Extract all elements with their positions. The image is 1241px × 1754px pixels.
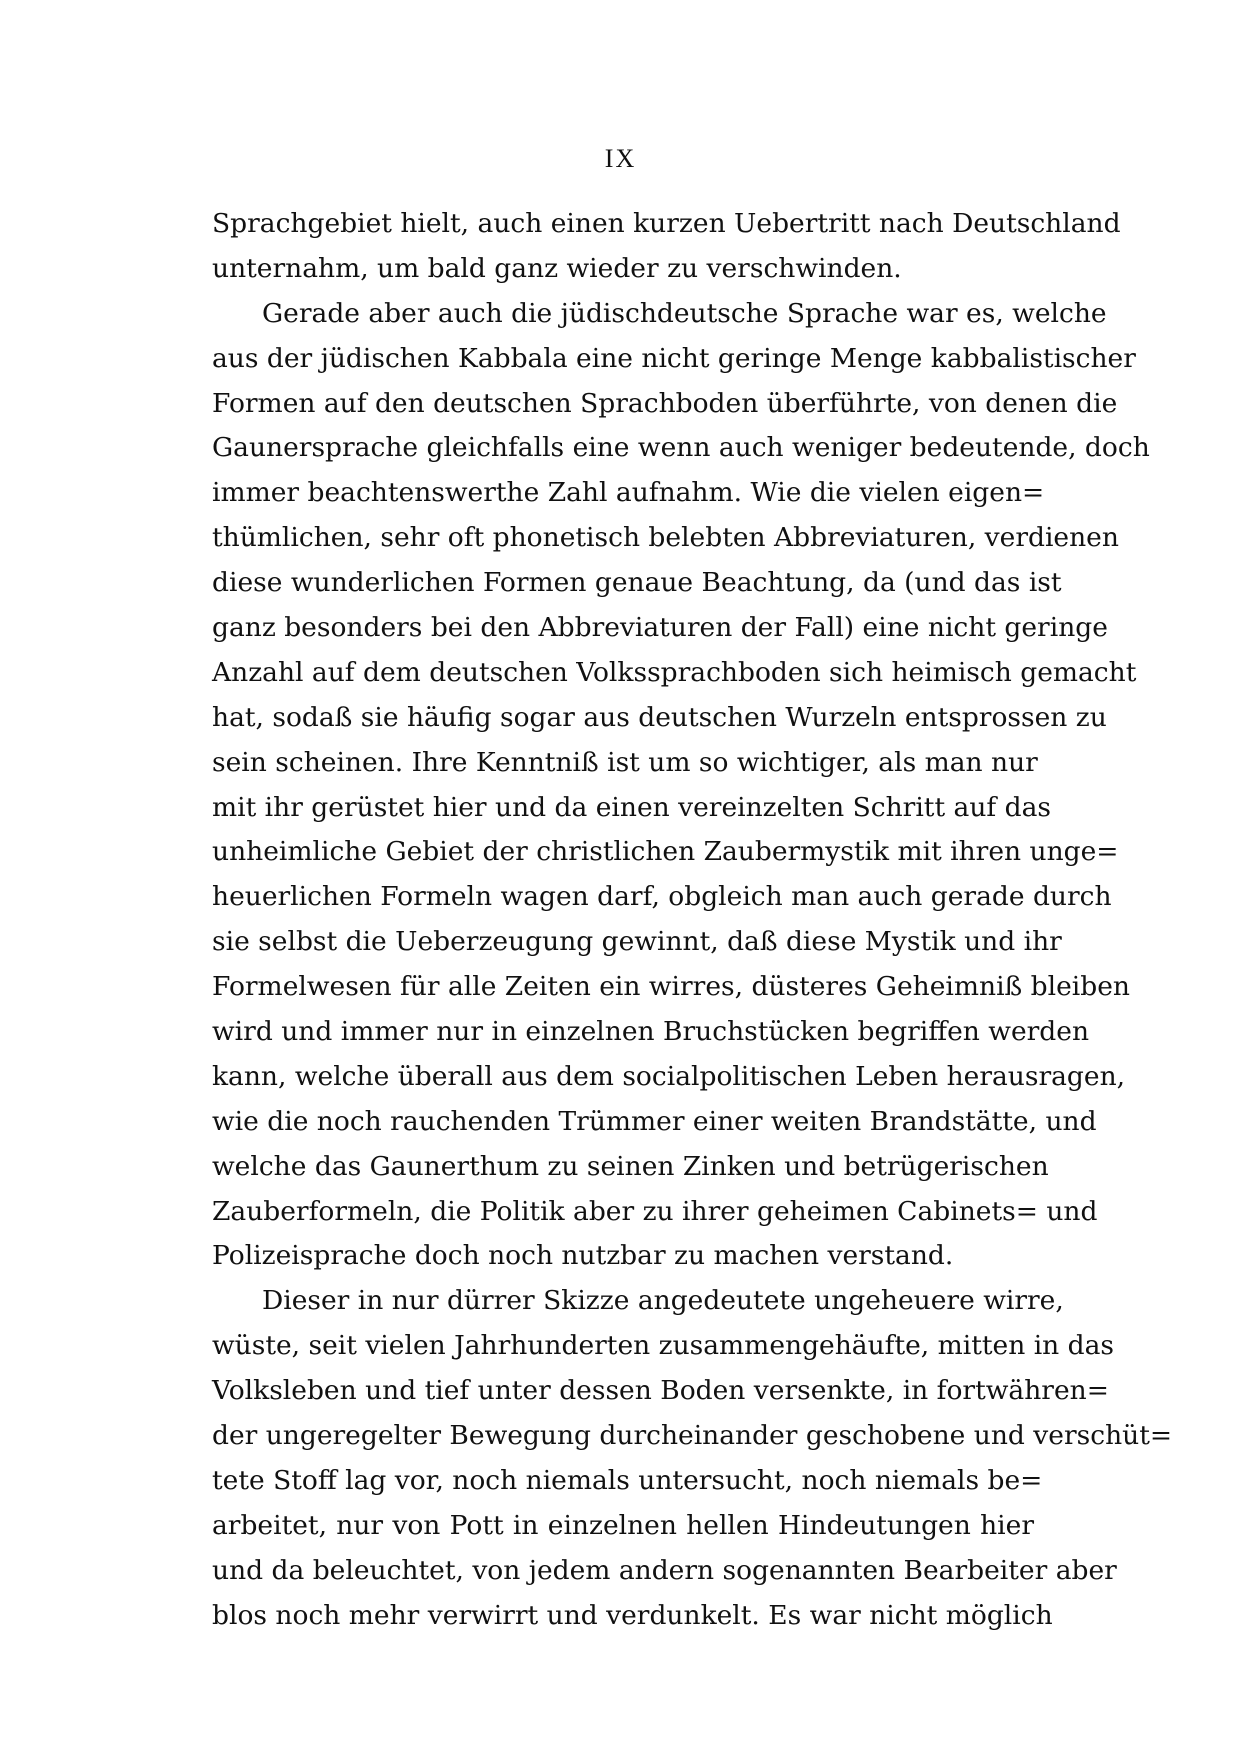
text-line: wie die noch rauchenden Trümmer einer weiten Brandstätte, und [212,1105,1097,1137]
text-line: Volksleben und tief unter dessen Boden versenkte, in fortwähren= [212,1375,1109,1407]
text-line: der ungeregelter Bewegung durcheinander geschobene und verschüt= [212,1420,1173,1452]
text-line: arbeitet, nur von Pott in einzelnen hellen Hindeutungen hier [212,1509,1034,1541]
text-line: Dieser in nur dürrer Skizze angedeutete ungeheuere wirre, [262,1285,1064,1317]
text-line: tete Stoff lag vor, noch niemals untersucht, noch niemals be= [212,1464,1043,1496]
text-line: kann, welche überall aus dem socialpolitischen Leben herausragen, [212,1060,1126,1092]
body-text [212,202,1173,1639]
text-line: Gaunersprache gleichfalls eine wenn auch weniger bedeutende, doch [212,432,1150,464]
text-line: wird und immer nur in einzelnen Bruchstücken begriffen werden [212,1016,1090,1048]
text-line: unternahm, um bald ganz wieder zu verschwinden. [212,252,902,284]
text-line: Formelwesen für alle Zeiten ein wirres, düsteres Geheimniß bleiben [212,971,1130,1003]
text-line: blos noch mehr verwirrt und verdunkelt. Es war nicht möglich [212,1599,1053,1631]
page-number: IX [604,144,637,173]
text-line: Anzahl auf dem deutschen Volkssprachboden sich heimisch gemacht [212,656,1137,688]
text-line: Formen auf den deutschen Sprachboden überführte, von denen die [212,387,1118,419]
text-line: Zauberformeln, die Politik aber zu ihrer geheimen Cabinets= und [212,1195,1098,1227]
text-line: Gerade aber auch die jüdischdeutsche Sprache war es, welche [262,297,1107,329]
text-line: hat, sodaß sie häufig sogar aus deutschen Wurzeln entsprossen zu [212,701,1107,733]
text-line: heuerlichen Formeln wagen darf, obgleich man auch gerade durch [212,881,1112,913]
text-line: thümlichen, sehr oft phonetisch belebten Abbreviaturen, verdienen [212,522,1119,554]
text-line: unheimliche Gebiet der christlichen Zaubermystik mit ihren unge= [212,836,1119,868]
text-line: welche das Gaunerthum zu seinen Zinken und betrügerischen [212,1150,1049,1182]
text-line: diese wunderlichen Formen genaue Beachtung, da (und das ist [212,567,1062,599]
text-line: aus der jüdischen Kabbala eine nicht geringe Menge kabbalistischer [212,342,1136,374]
text-line: Polizeisprache doch noch nutzbar zu machen verstand. [212,1240,954,1272]
text-line: sein scheinen. Ihre Kenntniß ist um so wichtiger, als man nur [212,746,1038,778]
text-line: ganz besonders bei den Abbreviaturen der Fall) eine nicht geringe [212,612,1108,644]
text-line: immer beachtenswerthe Zahl aufnahm. Wie die vielen eigen= [212,477,1045,509]
text-line: und da beleuchtet, von jedem andern sogenannten Bearbeiter aber [212,1554,1117,1586]
text-line: Sprachgebiet hielt, auch einen kurzen Uebertritt nach Deutschland [212,208,1121,239]
text-line: wüste, seit vielen Jahrhunderten zusammengehäufte, mitten in das [212,1330,1115,1362]
text-line: mit ihr gerüstet hier und da einen vereinzelten Schritt auf das [212,791,1051,823]
text-line: sie selbst die Ueberzeugung gewinnt, daß diese Mystik und ihr [212,926,1062,958]
